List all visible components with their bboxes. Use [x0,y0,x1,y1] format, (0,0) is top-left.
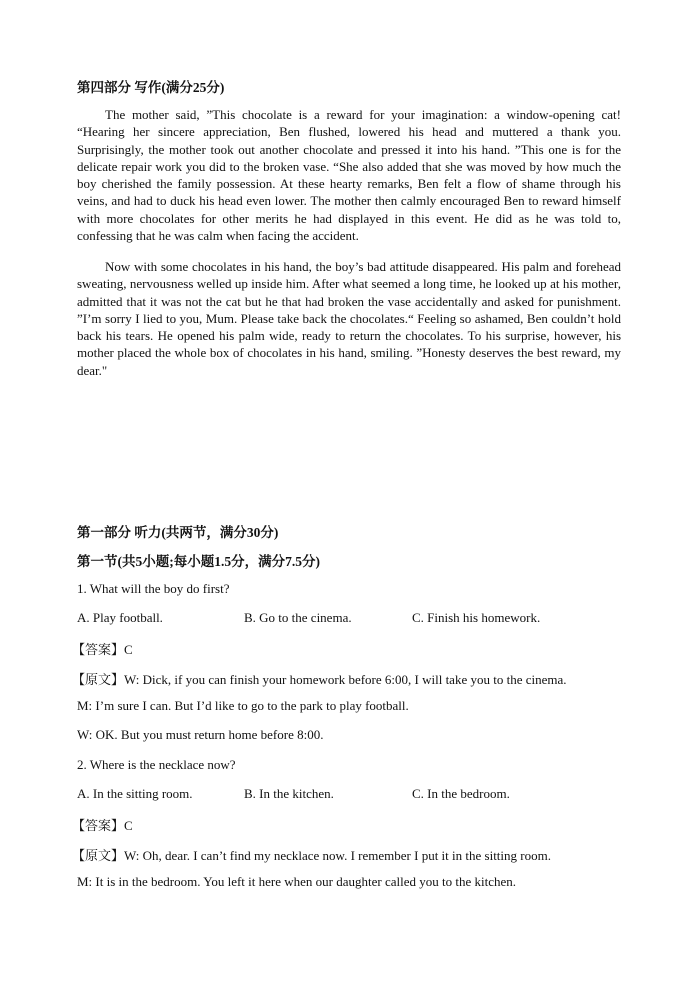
q1-option-c: C. Finish his homework. [412,610,541,625]
q2-answer [72,815,133,834]
q1-transcript-line-1 [72,669,567,688]
q2-option-b: B. In the kitchen. [244,786,334,801]
q2-answer-value: C [124,818,133,833]
writing-paragraph-2: Now with some chocolates in his hand, the boy’s bad attitude disappeared. His palm and forehead sweating, nervousness welled up inside him. After what seemed a long time, he looked up at his mother, admitted that it was not the cat but he that had broken the vase accidentally and asked for punishment. ”I’m sorry I lied to you, Mum. Please take back the chocolates.“ Feeling so ashamed, Ben couldn’t hold back his tears. He opened his palm wide, ready to return the chocolates. To his surprise, however, his mother placed the whole box of chocolates in his hand, smiling. ”Honesty deserves the best reward, my dear." [77,259,621,378]
answer-tag: 【答案】 [72,642,125,657]
q2-option-c: C. In the bedroom. [412,786,510,801]
q2-transcript-line-1 [72,845,551,864]
listening-section-heading: 第一节(共5小题;每小题1.5分，满分7.5分) [77,554,320,569]
q1-transcript-text-1: W: Dick, if you can finish your homework before 6:00, I will take you to the cinema. [124,672,567,687]
question-2: 2. Where is the necklace now? [77,757,236,772]
q1-answer-value: C [124,642,133,657]
writing-paragraph-1: The mother said, ”This chocolate is a reward for your imagination: a window-opening cat! “Hearing her sincere appreciation, Ben flushed, lowered his head and muttered a thank you. Surprisingly, the mother took out another chocolate and pressed it into his hand. ”This one is for the delicate repair work you did to the broken vase. “She also added that she was moved by how much the boy cherished the family possession. At these hearty remarks, Ben felt a flow of shame through his veins, and had to duck his head even lower. The mother then calmly encouraged Ben to reward himself with more chocolates for other merits he had displayed in this event. He did as he was told to, confessing that he was calm when facing the accident. [77,107,621,244]
q2-transcript-line-2: M: It is in the bedroom. You left it here when our daughter called you to the kitchen. [77,874,517,889]
answer-tag: 【答案】 [72,818,125,833]
q1-option-a: A. Play football. [77,610,163,625]
q1-answer [72,639,133,658]
q1-option-b: B. Go to the cinema. [244,610,352,625]
listening-part-heading: 第一部分 听力(共两节，满分30分) [77,525,279,540]
writing-heading: 第四部分 写作(满分25分) [77,80,225,95]
q2-transcript-text-1: W: Oh, dear. I can’t find my necklace now. I remember I put it in the sitting room. [124,848,551,863]
source-tag: 【原文】 [72,848,125,863]
q2-option-a: A. In the sitting room. [77,786,193,801]
source-tag: 【原文】 [72,672,125,687]
q1-transcript-line-2: M: I’m sure I can. But I’d like to go to the park to play football. [77,698,409,713]
q1-transcript-line-3: W: OK. But you must return home before 8:00. [77,727,324,742]
question-1: 1. What will the boy do first? [77,581,230,596]
